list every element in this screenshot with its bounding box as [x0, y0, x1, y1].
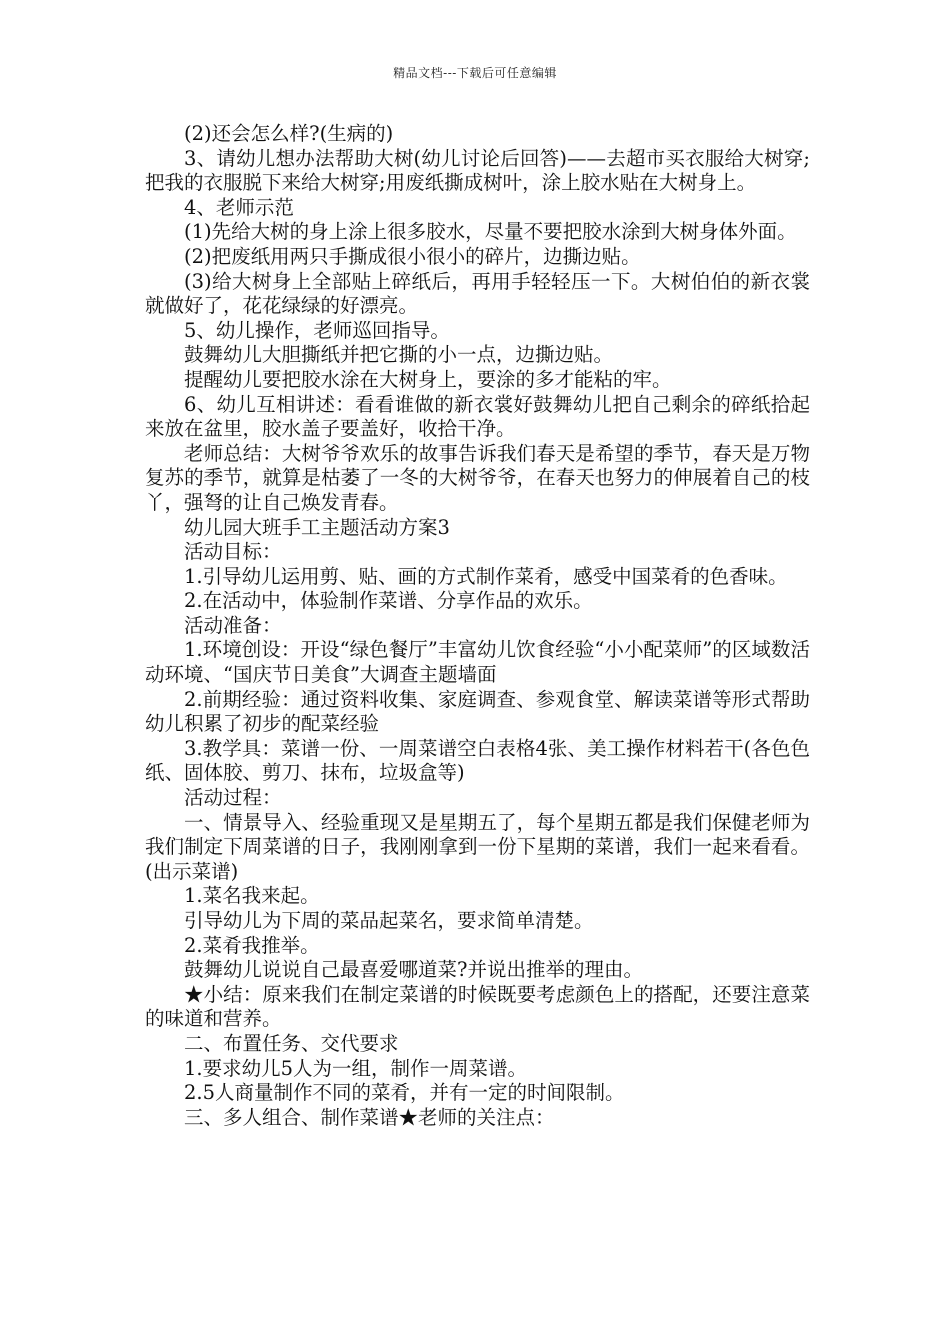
paragraph: 1.引导幼儿运用剪、贴、画的方式制作菜肴，感受中国菜肴的色香味。: [184, 564, 788, 588]
paragraph: 活动准备：: [184, 613, 282, 637]
paragraph: 2.菜肴我推举。: [184, 933, 320, 957]
document-body: [145, 122, 810, 1130]
paragraph: 活动目标：: [184, 540, 282, 564]
paragraph: 鼓舞幼儿大胆撕纸并把它撕的小一点，边撕边贴。: [184, 343, 614, 367]
paragraph: 二、布置任务、交代要求: [184, 1031, 399, 1055]
paragraph: 老师总结：大树爷爷欢乐的故事告诉我们春天是希望的季节，春天是万物复苏的季节，就算是枯萎了一冬的大树爷爷，在春天也努力的伸展着自己的枝丫，强弩的让自己焕发青春。: [145, 441, 810, 514]
paragraph: (3)给大树身上全部贴上碎纸后，再用手轻轻压一下。大树伯伯的新衣裳就做好了，花花绿绿的好漂亮。: [145, 269, 810, 318]
paragraph: ★小结：原来我们在制定菜谱的时候既要考虑颜色上的搭配，还要注意菜的味道和营养。: [145, 982, 810, 1031]
section-title: 幼儿园大班手工主题活动方案3: [184, 515, 450, 539]
paragraph: (1)先给大树的身上涂上很多胶水，尽量不要把胶水涂到大树身体外面。: [184, 220, 797, 244]
paragraph: 活动过程：: [184, 786, 282, 810]
paragraph: 1.要求幼儿5人为一组，制作一周菜谱。: [184, 1056, 528, 1080]
paragraph: 三、多人组合、制作菜谱★老师的关注点：: [184, 1105, 555, 1129]
paragraph: (2)还会怎么样?(生病的): [184, 122, 394, 145]
paragraph: 3.教学具：菜谱一份、一周菜谱空白表格4张、美工操作材料若干(各色色纸、固体胶、剪刀、抹布，垃圾盒等): [145, 736, 810, 785]
page-header: 精品文档---下载后可任意编辑: [393, 66, 557, 80]
paragraph: 提醒幼儿要把胶水涂在大树身上，要涂的多才能粘的牢。: [184, 367, 672, 391]
paragraph: 1.菜名我来起。: [184, 884, 320, 908]
paragraph: (2)把废纸用两只手撕成很小很小的碎片，边撕边贴。: [184, 244, 641, 268]
paragraph: 2.前期经验：通过资料收集、家庭调查、参观食堂、解读菜谱等形式帮助幼儿积累了初步的配菜经验: [145, 687, 810, 736]
paragraph: 引导幼儿为下周的菜品起菜名，要求简单清楚。: [184, 909, 594, 932]
paragraph: 1.环境创设：开设“绿色餐厅”丰富幼儿饮食经验“小小配菜师”的区域数活动环境、“国庆节日美食”大调查主题墙面: [145, 638, 810, 687]
paragraph: 2.在活动中，体验制作菜谱、分享作品的欢乐。: [184, 589, 593, 613]
paragraph: 4、老师示范: [184, 195, 294, 219]
paragraph: 一、情景导入、经验重现又是星期五了，每个星期五都是我们保健老师为我们制定下周菜谱的日子，我刚刚拿到一份下星期的菜谱，我们一起来看看。(出示菜谱): [145, 810, 810, 883]
paragraph: 6、幼儿互相讲述：看看谁做的新衣裳好鼓舞幼儿把自己剩余的碎纸拾起来放在盆里，胶水盖子要盖好，收拾干净。: [145, 392, 810, 441]
paragraph: 3、请幼儿想办法帮助大树(幼儿讨论后回答)——去超市买衣服给大树穿;把我的衣服脱下来给大树穿;用废纸撕成树叶，涂上胶水贴在大树身上。: [145, 146, 810, 195]
paragraph: 鼓舞幼儿说说自己最喜爱哪道菜?并说出推举的理由。: [184, 958, 643, 982]
paragraph: 5、幼儿操作，老师巡回指导。: [184, 318, 450, 342]
paragraph: 2.5人商量制作不同的菜肴，并有一定的时间限制。: [184, 1081, 625, 1105]
